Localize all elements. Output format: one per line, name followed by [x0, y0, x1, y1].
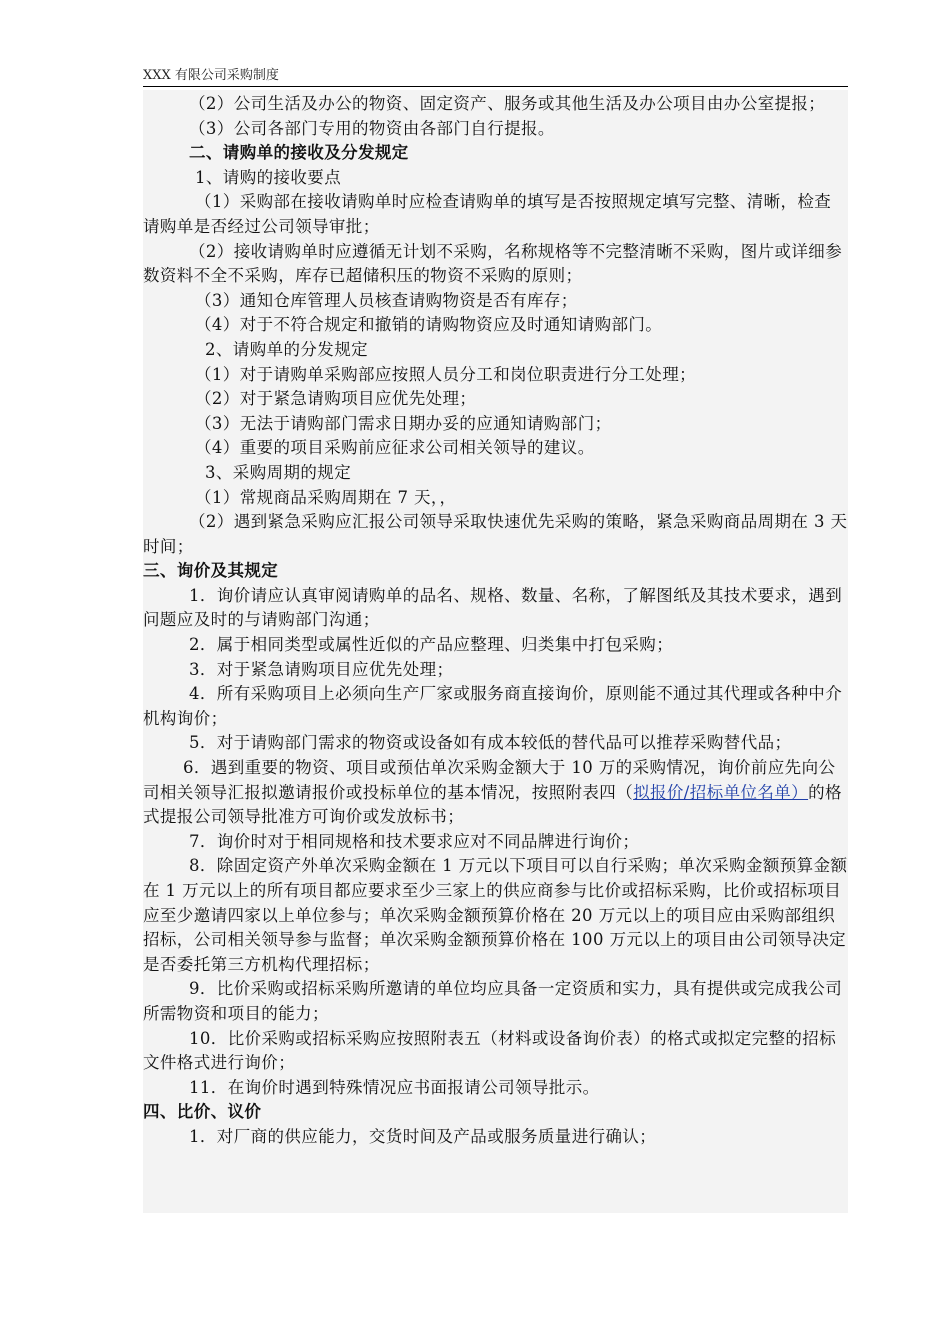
paragraph — [143, 1027, 848, 1076]
paragraph — [143, 338, 848, 363]
paragraph — [143, 387, 848, 412]
paragraph-text: 11．在询价时遇到特殊情况应书面报请公司领导批示。 — [189, 1077, 600, 1097]
paragraph-text: 6．遇到重要的物资、项目或预估单次采购金额大于 10 万的采购情况，询价前应先向公司相关领导汇报拟邀请报价或投标单位的基本情况，按照附表四（ — [143, 758, 836, 802]
paragraph-text: 5．对于请购部门需求的物资或设备如有成本较低的替代品可以推荐采购替代品； — [189, 733, 792, 753]
paragraph — [143, 166, 848, 191]
paragraph — [143, 289, 848, 314]
paragraph-text: （1）采购部在接收请购单时应检查请购单的填写是否按照规定填写完整、清晰，检查请购单是否经过公司领导审批； — [143, 192, 832, 236]
paragraph-text: 7．询价时对于相同规格和技术要求应对不同品牌进行询价； — [189, 831, 640, 851]
paragraph-text: 3．对于紧急请购项目应优先处理； — [189, 659, 454, 679]
header-rule — [143, 86, 848, 87]
paragraph-text: 10．比价采购或招标采购应按照附表五（材料或设备询价表）的格式或拟定完整的招标文件格式进行询价； — [143, 1028, 837, 1073]
paragraph — [143, 412, 848, 437]
paragraph-text: （2）对于紧急请购项目应优先处理； — [195, 389, 477, 409]
paragraph-text: （3）无法于请购部门需求日期办妥的应通知请购部门； — [195, 413, 612, 433]
paragraph — [143, 633, 848, 658]
paragraph — [143, 731, 848, 756]
paragraph — [143, 658, 848, 683]
paragraph-text: 1．询价请应认真审阅请购单的品名、规格、数量、名称，了解图纸及其技术要求，遇到问题应及时的与请购部门沟通； — [143, 585, 843, 630]
paragraph-text: （4）对于不符合规定和撤销的请购物资应及时通知请购部门。 — [195, 315, 663, 335]
paragraph — [143, 92, 848, 117]
paragraph-text: 3、采购周期的规定 — [205, 462, 352, 482]
paragraph-text: （1）对于请购单采购部应按照人员分工和岗位职责进行分工处理； — [195, 364, 696, 384]
paragraph-text: 2．属于相同类型或属性近似的产品应整理、归类集中打包采购； — [189, 635, 674, 655]
paragraph — [143, 830, 848, 855]
paragraph — [143, 436, 848, 461]
paragraph — [143, 854, 848, 977]
page-header-title: XXX 有限公司采购制度 — [143, 68, 279, 83]
paragraph — [143, 190, 848, 239]
paragraph-text: （3）公司各部门专用的物资由各部门自行提报。 — [189, 118, 555, 138]
paragraph — [143, 977, 848, 1026]
paragraph — [143, 313, 848, 338]
paragraph-text: 4．所有采购项目上必须向生产厂家或服务商直接询价，原则能不通过其代理或各种中介机构询价； — [143, 684, 843, 728]
paragraph — [143, 1076, 848, 1101]
paragraph-text: 8．除固定资产外单次采购金额在 1 万元以下项目可以自行采购；单次采购金额预算金额在 1 万元以上的所有项目都应要求至少三家上的供应商参与比价或招标采购，比价或招标项目应至少邀请四家以上单位参与；单次采购金额预算价格在 20 万元以上的项目应由采购部组织招标，公司相关领导参与监督；单次采购金额预算价格在 100 万元以上的项目由公司领导决定是否委托第三方机构代理招标； — [143, 856, 848, 974]
paragraph-text: （2）遇到紧急采购应汇报公司领导采取快速优先采购的策略，紧急采购商品周期在 3 天时间； — [143, 512, 848, 556]
paragraph-text: 9．比价采购或招标采购所邀请的单位均应具备一定资质和实力，具有提供或完成我公司所需物资和项目的能力； — [143, 979, 843, 1023]
document-body — [143, 92, 848, 1150]
paragraph-text: （2）接收请购单时应遵循无计划不采购，名称规格等不完整清晰不采购，图片或详细参数资料不全不采购，库存已超储积压的物资不采购的原则； — [143, 241, 843, 286]
paragraph — [143, 461, 848, 486]
paragraph — [143, 756, 848, 830]
paragraph-text: 四、比价、议价 — [143, 1102, 262, 1122]
paragraph-text: （4）重要的项目采购前应征求公司相关领导的建议。 — [195, 438, 595, 458]
paragraph-text: 2、请购单的分发规定 — [205, 339, 368, 359]
paragraph — [143, 682, 848, 731]
paragraph-text: （3）通知仓库管理人员核查请购物资是否有库存； — [195, 290, 578, 310]
paragraph — [143, 117, 848, 142]
section-heading — [143, 141, 848, 166]
paragraph-text: （1）常规商品采购周期在 7 天，， — [195, 487, 457, 507]
section-heading — [143, 559, 848, 584]
paragraph-text: 1．对厂商的供应能力，交货时间及产品或服务质量进行确认； — [189, 1126, 657, 1146]
section-heading — [143, 1100, 848, 1125]
paragraph — [143, 240, 848, 289]
paragraph-text: （2）公司生活及办公的物资、固定资产、服务或其他生活及办公项目由办公室提报； — [189, 94, 826, 113]
paragraph — [143, 363, 848, 388]
paragraph — [143, 584, 848, 633]
appendix-link[interactable]: 拟报价/招标单位名单） — [633, 782, 809, 802]
paragraph — [143, 510, 848, 559]
paragraph-text: 二、请购单的接收及分发规定 — [189, 143, 409, 163]
paragraph-text: 三、询价及其规定 — [143, 561, 279, 581]
paragraph — [143, 486, 848, 511]
paragraph-text: 1、请购的接收要点 — [195, 167, 342, 187]
paragraph — [143, 1125, 848, 1150]
paragraph-text-continued: 的格式提报公司领导批准方可询价或发放标书； — [143, 782, 842, 827]
